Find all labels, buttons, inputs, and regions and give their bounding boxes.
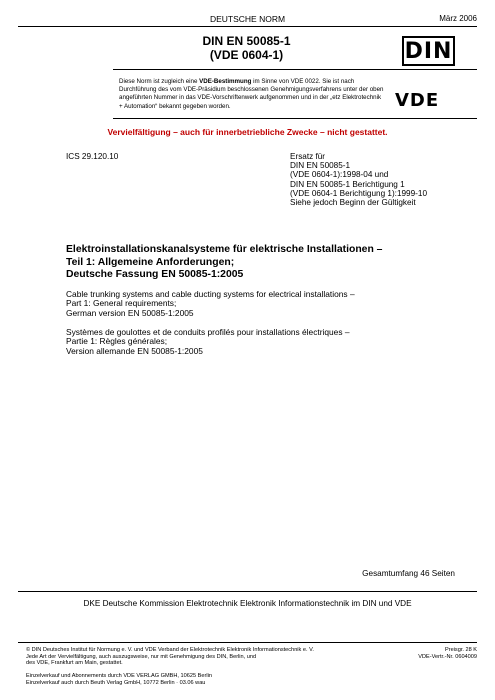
footer-line: des VDE, Frankfurt am Main, gestattet. — [26, 660, 123, 667]
copy-prohibition-notice: Vervielfältigung – auch für innerbetriebliche Zwecke – nicht gestattet. — [107, 127, 388, 137]
header-rule — [113, 69, 477, 70]
standard-number: DIN EN 50085-1 — [202, 34, 291, 48]
english-title — [66, 290, 446, 318]
top-rule — [18, 26, 477, 27]
replacement-line: DIN EN 50085-1 Berichtigung 1 — [290, 179, 405, 189]
title-line: German version EN 50085-1:2005 — [66, 307, 194, 318]
title-line: Cable trunking systems and cable ducting systems for electrical installations – — [66, 289, 355, 299]
german-title — [66, 244, 446, 282]
replacement-line: (VDE 0604-1):1998-04 und — [290, 170, 389, 180]
title-line: Deutsche Fassung EN 50085-1:2005 — [66, 269, 244, 280]
vde-notice: Diese Norm ist zugleich eine VDE-Bestimmung im Sinne von VDE 0022. Sie ist nach Durchführung des vom VDE-Präsidium beschlossenen Genehmigungsverfahrens unter der oben angeführten Nummer in das VDE-Vorschriftenwerk aufgenommen und in der „etz Elektrotechnik + Automation“ bekannt gegeben worden. — [119, 78, 384, 110]
replacement-line: Ersatz für — [290, 152, 326, 161]
footer-line: © DIN Deutsches Institut für Normung e. V. und VDE Verband der Elektrotechnik Elektronik Informationstechnik e. V. — [26, 647, 314, 653]
replacement-line: (VDE 0604-1 Berichtigung 1):1999-10 — [290, 188, 427, 198]
standard-title — [113, 34, 380, 62]
footer-line: Einzelverkauf und Abonnements durch VDE VERLAG GMBH, 10625 Berlin — [26, 673, 212, 679]
total-pages: Gesamtumfang 46 Seiten — [362, 569, 455, 578]
sales-notice — [26, 673, 396, 686]
title-line: Partie 1: Règles générales; — [66, 336, 168, 347]
title-line: Part 1: General requirements; — [66, 298, 177, 309]
title-line: Teil 1: Allgemeine Anforderungen; — [66, 256, 235, 268]
french-title — [66, 328, 446, 356]
price-info — [418, 647, 477, 660]
notice-rule — [113, 118, 477, 119]
document-header: DEUTSCHE NORM — [209, 14, 286, 24]
dke-rule — [18, 591, 477, 592]
din-logo — [402, 36, 455, 66]
title-line: Systèmes de goulottes et de conduits profilés pour installations électriques – — [66, 327, 350, 337]
price-group: Preisgr. 28 K — [444, 647, 477, 653]
footer-line: Einzelverkauf auch durch Beuth Verlag GmbH, 10772 Berlin · 03.06 wau — [26, 679, 206, 686]
publication-date: März 2006 — [439, 14, 477, 23]
replacement-line: Siehe jedoch Beginn der Gültigkeit — [290, 198, 416, 208]
footer-line: Jede Art der Vervielfältigung, auch auszugsweise, nur mit Genehmigung des DIN, Berlin, und — [26, 653, 257, 660]
copyright-notice — [26, 647, 396, 667]
vde-registration: VDE-Vertr.-Nr. 0604009 — [418, 653, 477, 660]
footer-rule — [18, 642, 477, 643]
title-line: Elektroinstallationskanalsysteme für elektrische Installationen – — [66, 244, 383, 255]
din-logo-text: DIN — [404, 38, 453, 64]
replacement-line: DIN EN 50085-1 — [290, 161, 351, 171]
vde-number: (VDE 0604-1) — [209, 48, 284, 62]
title-line: Version allemande EN 50085-1:2005 — [66, 345, 203, 356]
vde-logo: VDE — [395, 90, 440, 111]
dke-line: DKE Deutsche Kommission Elektrotechnik Elektronik Informationstechnik im DIN und VDE — [83, 599, 412, 608]
replacement-info — [290, 152, 427, 207]
ics-code: ICS 29.120.10 — [66, 152, 119, 161]
